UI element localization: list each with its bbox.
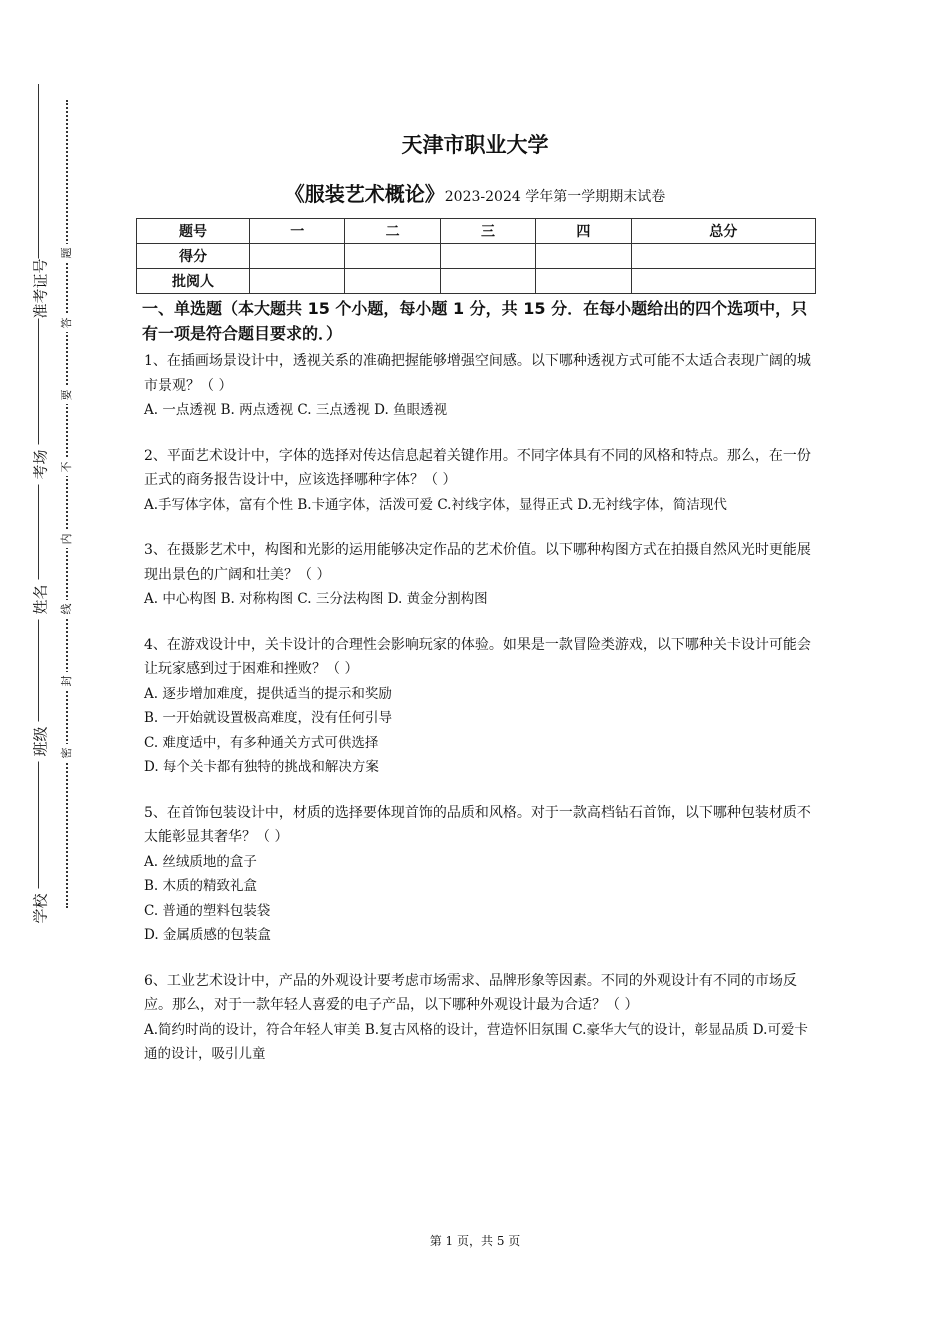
question-options: A. 中心构图 B. 对称构图 C. 三分法构图 D. 黄金分割构图	[144, 591, 488, 607]
question-item	[144, 969, 816, 1067]
question-option: B. 一开始就设置极高难度，没有任何引导	[144, 710, 393, 726]
question-option: C. 普通的塑料包装袋	[144, 902, 271, 919]
question-option: D. 每个关卡都有独特的挑战和解决方案	[144, 759, 379, 775]
seal-char: 线	[60, 600, 74, 618]
question-options: A.手写体字体，富有个性 B.卡通字体，活泼可爱 C.衬线字体，显得正式 D.无衬线字体，简洁现代	[144, 496, 727, 513]
score-table-row	[137, 269, 816, 294]
question-option: D. 金属质感的包装盒	[144, 927, 271, 943]
seal-char: 要	[60, 386, 74, 404]
score-table	[136, 218, 816, 294]
score-col-header: 总分	[631, 219, 815, 244]
field-school-label: 学校	[30, 889, 51, 929]
binding-dotted-line	[66, 100, 68, 908]
score-cell[interactable]	[536, 269, 631, 294]
score-cell[interactable]	[536, 244, 631, 269]
seal-char: 内	[60, 530, 74, 548]
section-heading: 一、单选题（本大题共 15 个小题，每小题 1 分，共 15 分．在每小题给出的四个选项中，只有一项是符合题目要求的．）	[142, 299, 808, 343]
question-item	[144, 538, 816, 612]
field-name-label: 姓名	[30, 580, 51, 620]
score-cell[interactable]	[345, 269, 440, 294]
question-item	[144, 633, 816, 780]
exam-term: 2023-2024 学年第一学期期末试卷	[444, 189, 666, 205]
score-cell[interactable]	[440, 244, 535, 269]
seal-char: 题	[60, 244, 74, 262]
question-option: C. 难度适中，有多种通关方式可供选择	[144, 734, 379, 751]
score-cell[interactable]	[345, 244, 440, 269]
question-option: A. 逐步增加难度，提供适当的提示和奖励	[144, 685, 392, 702]
page-footer: 第 1 页，共 5 页	[429, 1234, 521, 1248]
binding-solid-line	[38, 84, 39, 922]
question-stem: 4、在游戏设计中，关卡设计的合理性会影响玩家的体验。如果是一款冒险类游戏，以下哪种关卡设计可能会让玩家感到过于困难和挫败？（ ）	[144, 636, 811, 677]
field-class-label: 班级	[30, 722, 51, 762]
score-col-header: 四	[536, 219, 631, 244]
field-exam-room-label: 考场	[30, 445, 51, 485]
seal-char: 答	[60, 314, 74, 332]
question-item	[144, 801, 816, 948]
score-cell[interactable]	[250, 269, 345, 294]
score-table-row	[137, 244, 816, 269]
question-item	[144, 349, 816, 423]
score-table-header-row	[137, 219, 816, 244]
exam-content	[144, 296, 816, 1067]
seal-char: 不	[60, 458, 74, 476]
score-col-header: 题号	[137, 219, 250, 244]
question-option: A. 丝绒质地的盒子	[144, 853, 257, 870]
university-name: 天津市职业大学	[401, 133, 549, 157]
course-title: 《服装艺术概论》	[284, 182, 445, 206]
score-cell[interactable]	[440, 269, 535, 294]
question-stem: 6、工业艺术设计中，产品的外观设计要考虑市场需求、品牌形象等因素。不同的外观设计有不同的市场反应。那么，对于一款年轻人喜爱的电子产品，以下哪种外观设计最为合适？（ ）	[144, 972, 797, 1013]
exam-subtitle	[0, 178, 950, 207]
score-cell[interactable]	[631, 269, 815, 294]
score-col-header: 二	[345, 219, 440, 244]
question-options: A.简约时尚的设计，符合年轻人审美 B.复古风格的设计，营造怀旧氛围 C.豪华大气的设计，彰显品质 D.可爱卡通的设计，吸引儿童	[144, 1021, 808, 1062]
field-exam-id-label: 准考证号	[31, 258, 50, 319]
seal-char: 封	[60, 672, 74, 690]
question-options: A. 一点透视 B. 两点透视 C. 三点透视 D. 鱼眼透视	[144, 402, 448, 418]
score-row-label: 得分	[137, 244, 250, 269]
score-cell[interactable]	[250, 244, 345, 269]
score-cell[interactable]	[631, 244, 815, 269]
score-row-label: 批阅人	[137, 269, 250, 294]
question-stem: 2、平面艺术设计中，字体的选择对传达信息起着关键作用。不同字体具有不同的风格和特点。那么，在一份正式的商务报告设计中，应该选择哪种字体？（ ）	[144, 447, 811, 488]
seal-char: 密	[60, 744, 74, 762]
question-option: B. 木质的精致礼盒	[144, 878, 258, 894]
question-stem: 3、在摄影艺术中，构图和光影的运用能够决定作品的艺术价值。以下哪种构图方式在拍摄自然风光时更能展现出景色的广阔和壮美？（ ）	[144, 542, 811, 583]
score-col-header: 一	[250, 219, 345, 244]
question-item	[144, 444, 816, 518]
question-stem: 5、在首饰包装设计中，材质的选择要体现首饰的品质和风格。对于一款高档钻石首饰，以下哪种包装材质不太能彰显其奢华？（ ）	[144, 804, 811, 845]
question-stem: 1、在插画场景设计中，透视关系的准确把握能够增强空间感。以下哪种透视方式可能不太适合表现广阔的城市景观？（ ）	[144, 353, 811, 394]
score-col-header: 三	[440, 219, 535, 244]
